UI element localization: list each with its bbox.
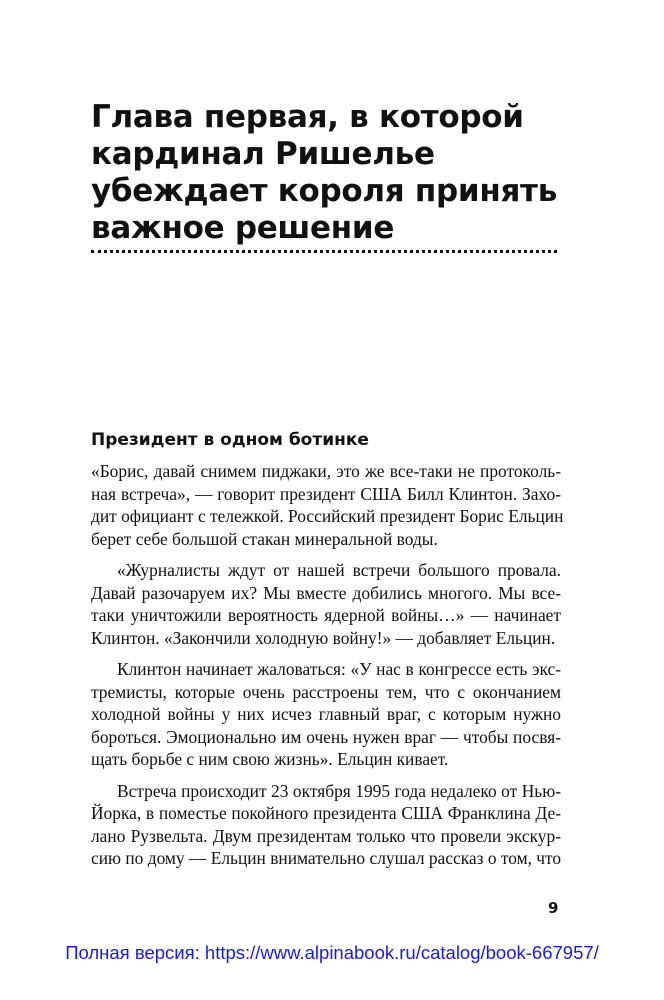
paragraph bbox=[91, 460, 564, 550]
dotted-divider bbox=[91, 250, 557, 253]
paragraph bbox=[91, 658, 561, 771]
text-line: «Журналисты ждут от нашей встречи большого провала. bbox=[117, 560, 561, 580]
text-line: берет себе большой стакан минеральной воды. bbox=[91, 528, 438, 549]
page-number: 9 bbox=[548, 899, 559, 917]
text-line: Йорка, в поместье покойного президента США Франклина Де- bbox=[91, 803, 561, 823]
text-line: «Борис, давай снимем пиджаки, это же все-таки не протоколь- bbox=[91, 461, 561, 481]
text-line: щать борьбе с ним свою жизнь». Ельцин кивает. bbox=[91, 749, 449, 769]
text-line: холодной войны у них исчез главный враг, с которым нужно bbox=[91, 704, 561, 724]
text-line: Встреча происходит 23 октября 1995 года недалеко от Нью- bbox=[117, 780, 561, 801]
section-heading: Президент в одном ботинке bbox=[91, 430, 369, 450]
chapter-title-line: кардинал Ришелье bbox=[91, 136, 435, 172]
text-line: бороться. Эмоционально им очень нужен враг — чтобы посвя- bbox=[91, 726, 561, 747]
text-line: дит официант с тележкой. Российский президент Борис Ельцин bbox=[91, 506, 564, 526]
body-text bbox=[91, 460, 564, 879]
chapter-title bbox=[91, 99, 611, 247]
text-line: таки уничтожили вероятность ядерной войны…» — начинает bbox=[91, 605, 561, 625]
paragraph bbox=[91, 559, 561, 649]
text-line: тремисты, которые очень расстроены тем, что с окончанием bbox=[91, 681, 561, 702]
full-version-link[interactable]: Полная версия: https://www.alpinabook.ru/catalog/book-667957/ bbox=[65, 942, 599, 963]
text-line: ная встреча», — говорит президент США Билл Клинтон. Захо- bbox=[91, 483, 561, 504]
text-line: сию по дому — Ельцин внимательно слушал рассказ о том, что bbox=[91, 848, 562, 868]
text-line: Клинтон начинает жаловаться: «У нас в конгрессе есть экс- bbox=[117, 659, 561, 679]
text-line: Клинтон. «Закончили холодную войну!» — добавляет Ельцин. bbox=[91, 627, 556, 648]
text-line: лано Рузвельта. Двум президентам только что провели экскур- bbox=[91, 825, 561, 846]
chapter-title-line: убеждает короля принять bbox=[91, 173, 558, 209]
chapter-title-line: важное решение bbox=[91, 210, 395, 246]
chapter-title-line: Глава первая, в которой bbox=[91, 99, 524, 135]
paragraph bbox=[91, 780, 561, 870]
text-line: Давай разочаруем их? Мы вместе добились многого. Мы все- bbox=[91, 582, 561, 603]
